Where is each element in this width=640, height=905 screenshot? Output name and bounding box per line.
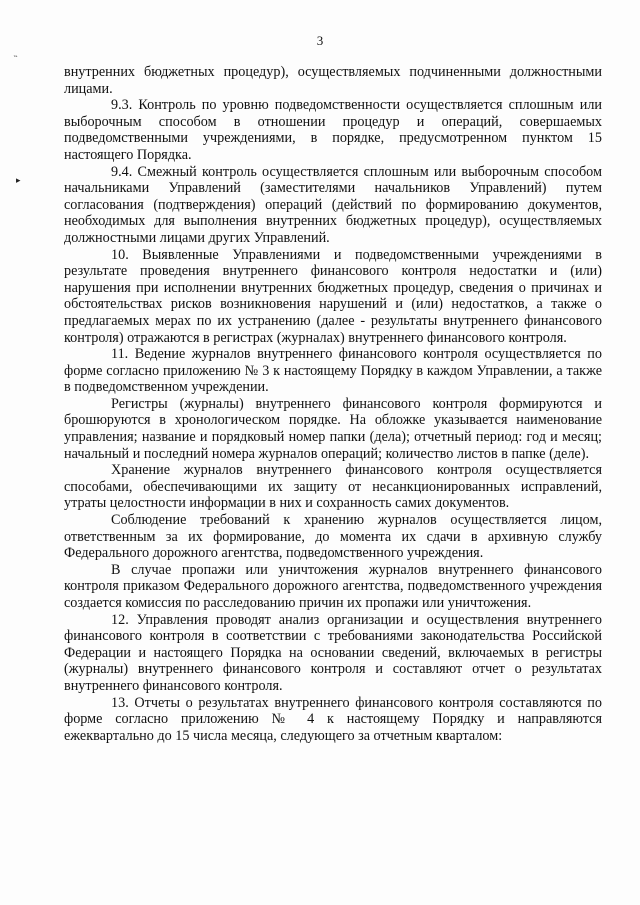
paragraph-storage: Хранение журналов внутреннего финансового контроля осуществляется способами, обеспечивающими их защиту от несанкционированных исправлений, утраты целостности информации в них и сохранность самих документов. <box>64 462 602 512</box>
paragraph-9-4: 9.4. Смежный контроль осуществляется сплошным или выборочным способом начальниками Управлений (заместителями начальников Управлений) путем согласования (подтверждения) операций (действий по формированию документов, необходимых для выполнения внутренних бюджетных процедур), осуществляемых должностными лицами других Управлений. <box>64 163 602 246</box>
paragraph-10: 10. Выявленные Управлениями и подведомственными учреждениями в результате проведения внутреннего финансового контроля недостатки и (или) нарушения при исполнении внутренних бюджетных процедур, сведения о причинах и обстоятельствах рисков возникновения нарушений и (или) недостатков, а также о предлагаемых мерах по их устранению (далее - результаты внутреннего финансового контроля) отражаются в регистрах (журналах) внутреннего финансового контроля. <box>64 246 602 346</box>
scan-mark: ▸ <box>16 175 21 185</box>
page-number: 3 <box>316 33 324 48</box>
document-body <box>64 64 602 744</box>
paragraph-13: 13. Отчеты о результатах внутреннего финансового контроля составляются по форме согласно приложению № 4 к настоящему Порядку и направляются ежеквартально до 15 числа месяца, следующего за отчетным кварталом: <box>64 694 602 744</box>
paragraph-loss: В случае пропажи или уничтожения журналов внутреннего финансового контроля приказом Федерального дорожного агентства, подведомственного учреждения создается комиссия по расследованию причин их пропажи или уничтожения. <box>64 561 602 611</box>
paragraph-registers: Регистры (журналы) внутреннего финансового контроля формируются и брошюруются в хронологическом порядке. На обложке указывается наименование управления; название и порядковый номер папки (дела); отчетный период: год и месяц; начальный и последний номера журналов операций; количество листов в папке (деле). <box>64 395 602 462</box>
paragraph-compliance: Соблюдение требований к хранению журналов осуществляется лицом, ответственным за их формирование, до момента их сдачи в архивную службу Федерального дорожного агентства, подведомственного учреждения. <box>64 512 602 562</box>
paragraph-12: 12. Управления проводят анализ организации и осуществления внутреннего финансового контроля в соответствии с требованиями законодательства Российской Федерации и настоящего Порядка на основании сведений, включаемых в регистры (журналы) внутреннего финансового контроля и составляют отчет о результатах внутреннего финансового контроля. <box>64 611 602 694</box>
paragraph-continuation: внутренних бюджетных процедур), осуществляемых подчиненными должностными лицами. <box>64 64 602 97</box>
paragraph-9-3: 9.3. Контроль по уровню подведомственности осуществляется сплошным или выборочным способом в отношении процедур и операций, совершаемых подведомственными учреждениями, в порядке, предусмотренном пунктом 15 настоящего Порядка. <box>64 97 602 163</box>
paragraph-11: 11. Ведение журналов внутреннего финансового контроля осуществляется по форме согласно приложению № 3 к настоящему Порядку в каждом Управлении, а также в подведомственном учреждении. <box>64 346 602 396</box>
scan-mark: ˵ <box>14 50 17 60</box>
